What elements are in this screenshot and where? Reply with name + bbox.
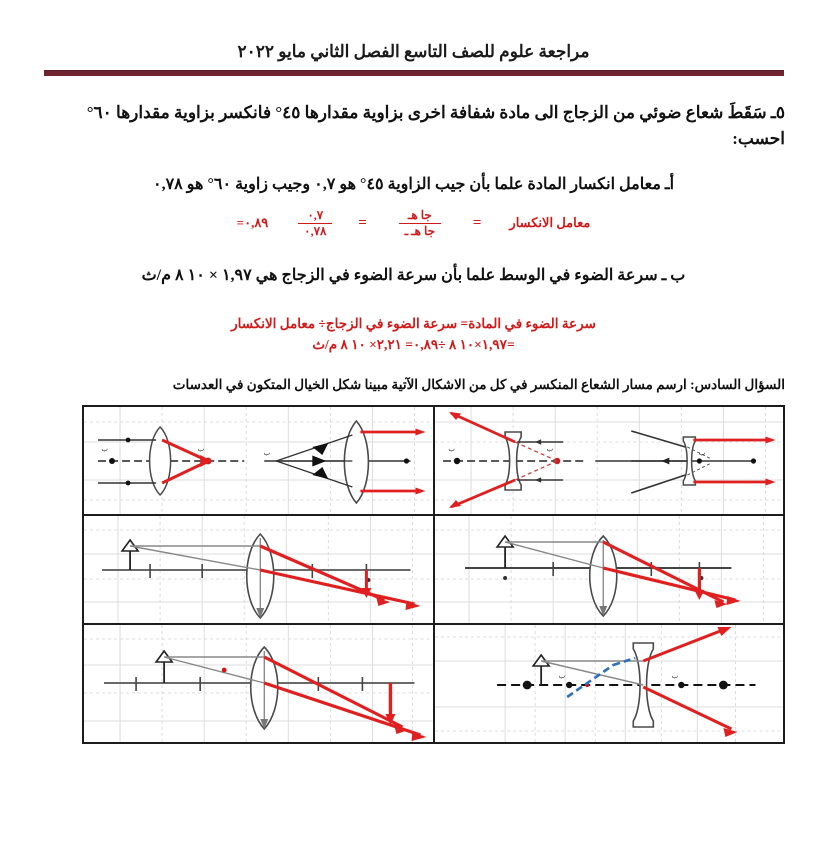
answer-5a-numerator-2: ٠,٧ bbox=[307, 208, 324, 223]
convex-lens-real-image-diagram-3 bbox=[84, 625, 433, 742]
answer-5a-equals-1: = bbox=[472, 214, 482, 231]
ray-arrowhead bbox=[415, 429, 425, 436]
header-divider bbox=[44, 70, 784, 76]
converging-lens-parallel-rays-diagram bbox=[84, 407, 433, 514]
convex-lens-real-image-diagram-2 bbox=[84, 516, 433, 623]
refracted-ray bbox=[643, 629, 725, 661]
ray-marker bbox=[126, 438, 131, 443]
refracted-ray bbox=[264, 683, 420, 735]
virtual-extension bbox=[515, 461, 557, 480]
figure-cell-1-right bbox=[83, 406, 434, 515]
answer-5b bbox=[42, 314, 785, 356]
answer-5b-line-1: سرعة الضوء في المادة= سرعة الضوء في الزجاج÷ معامل الانكسار bbox=[231, 315, 596, 331]
diverging-lens-parallel-rays-diagram bbox=[435, 407, 784, 514]
ray-arrowhead bbox=[449, 500, 461, 508]
answer-5a-denominator-2: ٠,٧٨ bbox=[298, 223, 332, 238]
ray-arrowhead bbox=[312, 443, 328, 455]
focal-point-marker bbox=[453, 458, 459, 464]
ray-arrowhead bbox=[312, 467, 328, 479]
ray-arrowhead bbox=[312, 456, 326, 467]
axis-endpoint bbox=[404, 459, 409, 464]
incident-ray-center bbox=[164, 657, 264, 683]
convex-lens bbox=[150, 427, 171, 495]
table-row bbox=[83, 406, 784, 515]
axis-endpoint bbox=[750, 459, 755, 464]
table-row bbox=[83, 624, 784, 743]
refracted-ray bbox=[603, 568, 735, 600]
answer-5a-equals-2: = bbox=[358, 214, 367, 231]
answer-5a-fraction-sines bbox=[377, 209, 463, 237]
focus-label: ب bbox=[546, 445, 553, 454]
subfigure-right bbox=[595, 431, 775, 493]
question-5-part-a: أـ معامل انكسار المادة علما بأن جيب الزاوية ٤٥° هو ٠,٧ وجيب زاوية ٦٠° هو ٠,٧٨ bbox=[152, 176, 675, 194]
figure-cell-2-left bbox=[434, 515, 785, 624]
question-5-part-b: ب ـ سرعة الضوء في الوسط علما بأن سرعة الضوء في الزجاج هي ١,٩٧ × ١٠ ٨ م/ث bbox=[141, 266, 686, 284]
focal-point-marker bbox=[678, 682, 684, 688]
refracted-ray bbox=[451, 413, 515, 442]
incident-ray-center bbox=[541, 661, 643, 685]
center-of-curvature-marker bbox=[522, 681, 531, 690]
answer-5a-fraction-values bbox=[282, 209, 348, 237]
ray-arrowhead bbox=[535, 478, 541, 484]
document-body bbox=[0, 100, 827, 393]
image-arrow-head bbox=[694, 590, 704, 600]
document-header bbox=[0, 0, 827, 76]
answer-5a-denominator-1: جا هـ ـ bbox=[399, 223, 441, 238]
focus-label: ب bbox=[558, 672, 565, 681]
answer-5a-label: معامل الانكسار bbox=[509, 215, 591, 231]
convex-lens-real-image-diagram bbox=[435, 516, 784, 623]
figure-cell-1-left bbox=[434, 406, 785, 515]
answer-5a-numerator-1: جا هـ bbox=[407, 208, 432, 223]
focus-label: ب bbox=[263, 449, 271, 458]
refracted-ray bbox=[643, 687, 731, 729]
page-title: مراجعة علوم للصف التاسع الفصل الثاني مايو ٢٠٢٢ bbox=[237, 42, 590, 61]
ray-marker bbox=[222, 668, 227, 673]
table-row bbox=[83, 515, 784, 624]
incident-ray-center bbox=[505, 542, 603, 568]
grid-lines bbox=[435, 625, 784, 742]
figure-cell-2-right bbox=[83, 515, 434, 624]
answer-5b-line-2: =١,٩٧×١٠ ٨ ÷٠,٨٩= ٢,٢١× ١٠ ٨ م/ث bbox=[312, 336, 515, 352]
question-5-prompt: ٥ـ سَقَطَ شعاع ضوئي من الزجاج الى مادة شفافة اخرى بزاوية مقدارها ٤٥° فانكسر بزاوية مقدارها ٦٠° احسب: bbox=[86, 103, 785, 148]
refracted-ray bbox=[264, 657, 402, 727]
subfigure-left bbox=[443, 412, 585, 508]
focus-label: ب bbox=[671, 672, 678, 681]
ray-marker bbox=[126, 481, 131, 486]
virtual-ray bbox=[567, 665, 613, 697]
focus-label: ب bbox=[698, 449, 705, 458]
focus-label: ب bbox=[447, 445, 455, 454]
figure-cell-3-right bbox=[83, 624, 434, 743]
lens-center-marker bbox=[696, 459, 701, 464]
optics-figures-table bbox=[82, 405, 785, 744]
ray-arrowhead bbox=[415, 488, 425, 495]
focal-point-marker bbox=[553, 458, 559, 464]
center-of-curvature-marker bbox=[719, 681, 728, 690]
concave-lens-virtual-image-diagram bbox=[435, 625, 784, 742]
figure-cell-3-left bbox=[434, 624, 785, 743]
refracted-ray bbox=[451, 480, 515, 507]
answer-5a-result: ٠,٨٩= bbox=[236, 215, 269, 231]
ray-arrowhead bbox=[535, 440, 541, 446]
focal-point-marker bbox=[565, 682, 571, 688]
ray-arrowhead bbox=[717, 627, 731, 636]
ray-arrowhead bbox=[726, 596, 740, 605]
question-6-prompt: السؤال السادس: ارسم مسار الشعاع المنكسر في كل من الاشكال الآتية مبينا شكل الخيال المتكون في العدسات bbox=[172, 377, 785, 393]
focus-label: ب bbox=[197, 445, 205, 454]
figures-section bbox=[0, 405, 827, 744]
refracted-ray bbox=[260, 570, 414, 604]
ray-arrowhead bbox=[200, 455, 212, 467]
answer-5a bbox=[42, 209, 785, 237]
focal-point-marker bbox=[109, 458, 115, 464]
axis-marker bbox=[503, 576, 507, 580]
focus-label: ب bbox=[101, 445, 109, 454]
ray-arrowhead bbox=[661, 458, 669, 465]
